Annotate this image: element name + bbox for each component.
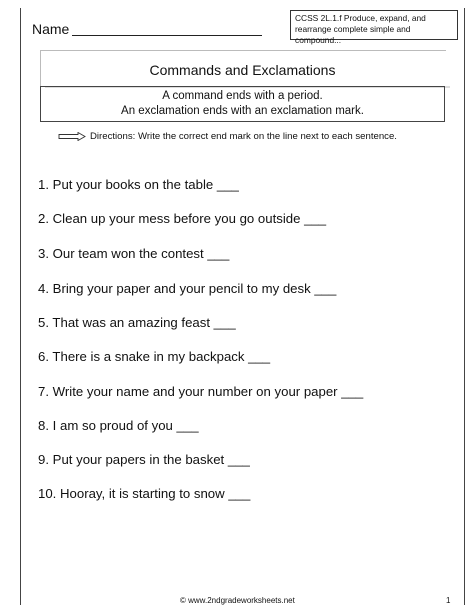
- arrow-right-icon: [58, 132, 86, 141]
- question-item: 10. Hooray, it is starting to snow ___: [38, 486, 251, 501]
- ccss-standard-box: CCSS 2L.1.f Produce, expand, and rearrange complete simple and compound...: [290, 10, 458, 40]
- directions-text: Directions: Write the correct end mark on the line next to each sentence.: [90, 131, 397, 142]
- footer-url: © www.2ndgradeworksheets.net: [180, 596, 295, 605]
- question-item: 8. I am so proud of you ___: [38, 418, 199, 433]
- question-item: 4. Bring your paper and your pencil to my desk ___: [38, 281, 337, 296]
- question-item: 1. Put your books on the table ___: [38, 177, 239, 192]
- question-item: 3. Our team won the contest ___: [38, 246, 230, 261]
- rule-exclamation: An exclamation ends with an exclamation mark.: [121, 105, 364, 117]
- question-item: 7. Write your name and your number on your paper ___: [38, 384, 364, 399]
- question-item: 9. Put your papers in the basket ___: [38, 452, 250, 467]
- question-item: 6. There is a snake in my backpack ___: [38, 349, 271, 364]
- name-line: [72, 35, 262, 36]
- rule-box: [40, 86, 445, 122]
- question-item: 5. That was an amazing feast ___: [38, 315, 236, 330]
- page-number: 1: [446, 596, 451, 605]
- rule-command: A command ends with a period.: [162, 90, 323, 102]
- worksheet-title: Commands and Exclamations: [149, 62, 336, 78]
- name-label: Name: [32, 21, 70, 37]
- directions: [58, 131, 397, 142]
- question-item: 2. Clean up your mess before you go outside ___: [38, 211, 327, 226]
